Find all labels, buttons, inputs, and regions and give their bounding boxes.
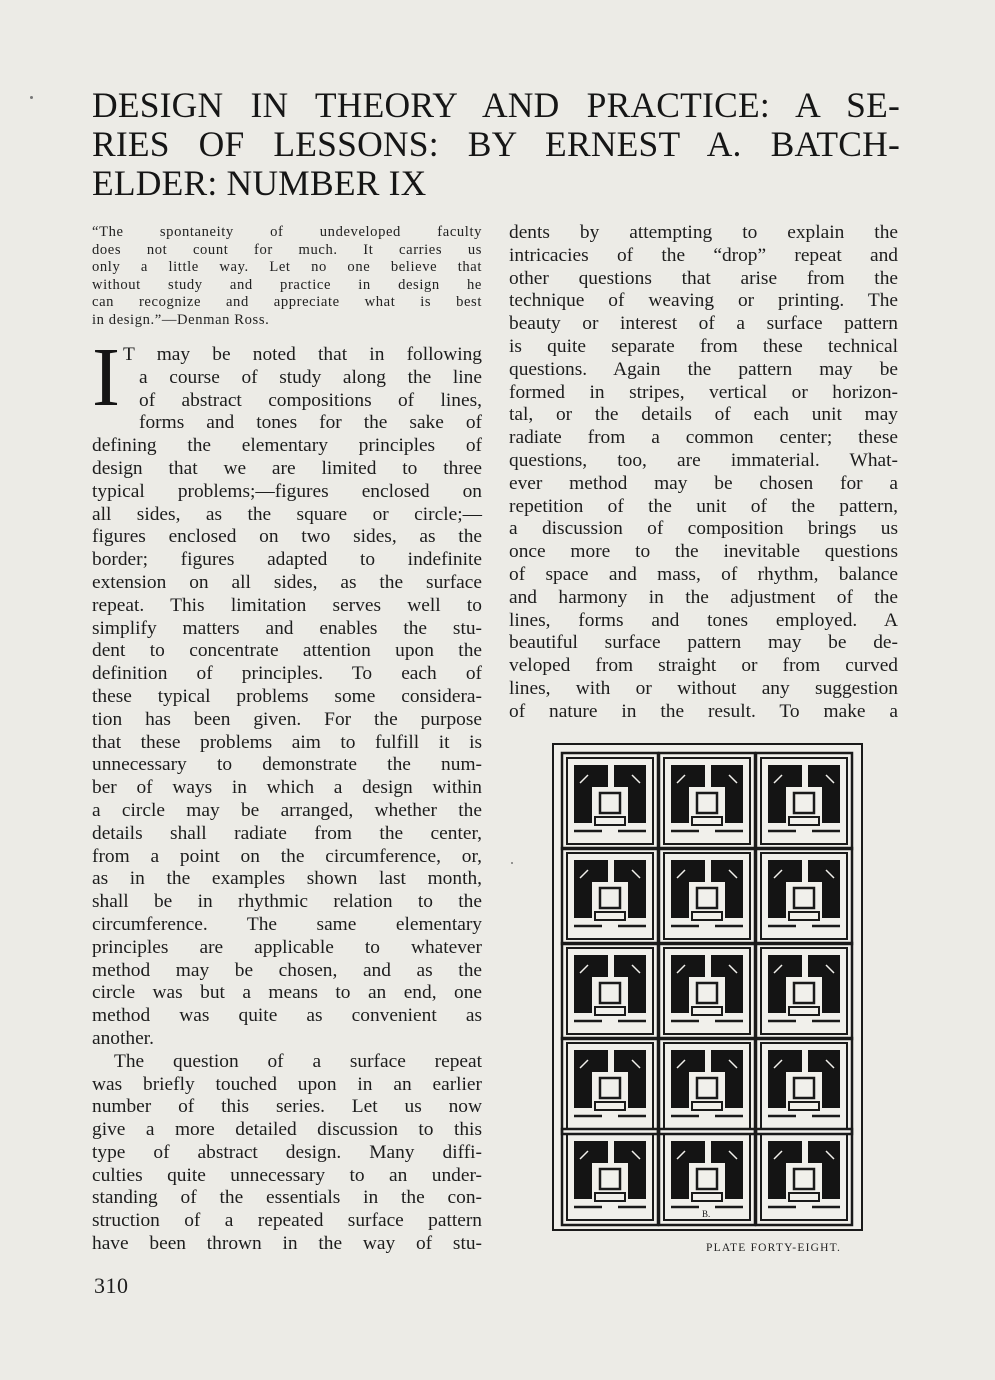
- text-line: ever method may be chosen for a: [509, 472, 898, 494]
- text-line: The question of a surface repeat: [114, 1050, 482, 1072]
- pattern-row: [562, 848, 852, 944]
- text-line: other questions that arise from the: [509, 267, 898, 289]
- text-line: method was quite as convenient as: [92, 1005, 482, 1027]
- plate-illustration: [552, 743, 863, 1231]
- paper-speck: [511, 862, 513, 864]
- paragraph-2: [92, 1051, 482, 1256]
- title-line: RIES OF LESSONS: BY ERNEST A. BATCH-: [92, 124, 900, 164]
- text-line: T may be noted that in following: [123, 344, 482, 365]
- text-line: a course of study along the line: [139, 366, 482, 388]
- text-line: type of abstract design. Many diffi-: [92, 1141, 482, 1163]
- page-number: 310: [94, 1273, 129, 1298]
- text-line: number of this series. Let us now: [92, 1096, 482, 1118]
- text-line: give a more detailed discussion to this: [92, 1119, 482, 1141]
- text-line: of space and mass, of rhythm, balance: [509, 563, 898, 585]
- text-line: once more to the inevitable questions: [509, 541, 898, 563]
- epigraph-line: can recognize and appreciate what is best: [92, 294, 482, 310]
- text-line: a circle may be arranged, whether the: [92, 799, 482, 821]
- text-line: dents by attempting to explain the: [509, 222, 898, 243]
- text-line: circle was but a means to an end, one: [92, 982, 482, 1004]
- text-line: unnecessary to demonstrate the num-: [92, 754, 482, 776]
- drop-cap: I: [92, 331, 120, 424]
- text-line: tion has been given. For the purpose: [92, 708, 482, 730]
- text-line: have been thrown in the way of stu-: [92, 1233, 482, 1255]
- text-line: formed in stripes, vertical or horizon-: [509, 381, 898, 403]
- text-line: all sides, as the square or circle;—: [92, 503, 482, 525]
- text-line: questions. Again the pattern may be: [509, 358, 898, 380]
- plate-caption: PLATE FORTY-EIGHT.: [706, 1242, 842, 1254]
- text-line: simplify matters and enables the stu-: [92, 617, 482, 639]
- text-line: definition of principles. To each of: [92, 663, 482, 685]
- text-line: ber of ways in which a design within: [92, 777, 482, 799]
- surface-pattern-figure: [554, 745, 861, 1229]
- text-line: beauty or interest of a surface pattern: [509, 313, 898, 335]
- text-line: culties quite unnecessary to an under-: [92, 1164, 482, 1186]
- text-line: tal, or the details of each unit may: [509, 404, 898, 426]
- text-line: border; figures adapted to indefinite: [92, 549, 482, 571]
- text-line: veloped from straight or from curved: [509, 655, 898, 677]
- text-line: typical problems;—figures enclosed on: [92, 480, 482, 502]
- text-line: forms and tones for the sake of: [139, 412, 482, 434]
- title-line: DESIGN IN THEORY AND PRACTICE: A SE-: [92, 85, 900, 125]
- epigraph-line: does not count for much. It carries us: [92, 241, 482, 258]
- text-line: technique of weaving or printing. The: [509, 290, 898, 312]
- text-line: details shall radiate from the center,: [92, 822, 482, 844]
- pattern-row: [562, 1038, 852, 1134]
- text-line: extension on all sides, as the surface: [92, 571, 482, 593]
- text-line: repeat. This limitation serves well to: [92, 594, 482, 616]
- text-line: standing of the essentials in the con-: [92, 1187, 482, 1209]
- left-column: [92, 224, 482, 1256]
- right-column: [509, 222, 898, 724]
- text-line: of nature in the result. To make a: [509, 700, 898, 722]
- text-line: circumference. The same elementary: [92, 913, 482, 935]
- text-line: intricacies of the “drop” repeat and: [509, 244, 898, 266]
- text-line: defining the elementary principles of: [92, 435, 482, 457]
- text-line: radiate from a common center; these: [509, 427, 898, 449]
- title-line: ELDER: NUMBER IX: [92, 163, 427, 203]
- text-line: is quite separate from these technical: [509, 335, 898, 357]
- paragraph-1: [92, 331, 482, 1051]
- text-line: as in the examples shown last month,: [92, 868, 482, 890]
- text-line: shall be in rhythmic relation to the: [92, 891, 482, 913]
- text-line: of abstract compositions of lines,: [139, 389, 482, 411]
- paper-speck: [30, 96, 33, 99]
- text-line: a discussion of composition brings us: [509, 518, 898, 540]
- text-line: that these problems aim to fulfill it is: [92, 731, 482, 753]
- text-line: lines, forms and tones employed. A: [509, 609, 898, 631]
- text-line: was briefly touched upon in an earlier: [92, 1073, 482, 1095]
- text-line: questions, too, are immaterial. What-: [509, 449, 898, 471]
- text-line: design that we are limited to three: [92, 457, 482, 479]
- text-line: beautiful surface pattern may be de-: [509, 632, 898, 654]
- epigraph-line: only a little way. Let no one believe that: [92, 259, 482, 275]
- text-line: these typical problems some considera-: [92, 685, 482, 707]
- epigraph-line: without study and practice in design he: [92, 276, 482, 293]
- pattern-row: [562, 753, 852, 849]
- text-line: figures enclosed on two sides, as the: [92, 526, 482, 548]
- article-title: [92, 86, 900, 203]
- text-line: repetition of the unit of the pattern,: [509, 495, 898, 517]
- text-line: method may be chosen, and as the: [92, 959, 482, 981]
- text-line: another.: [92, 1027, 154, 1049]
- text-line: from a point on the circumference, or,: [92, 845, 482, 867]
- text-line: struction of a repeated surface pattern: [92, 1210, 482, 1232]
- epigraph-quote: [92, 224, 482, 329]
- text-line: and harmony in the adjustment of the: [509, 586, 898, 608]
- text-line: principles are applicable to whatever: [92, 936, 482, 958]
- text-line: lines, with or without any suggestion: [509, 677, 898, 699]
- text-line: dent to concentrate attention upon the: [92, 640, 482, 662]
- epigraph-line: in design.”—Denman Ross.: [92, 311, 270, 328]
- pattern-row: [562, 943, 852, 1039]
- plate-mark: B.: [702, 1209, 711, 1219]
- epigraph-line: “The spontaneity of undeveloped faculty: [92, 224, 482, 240]
